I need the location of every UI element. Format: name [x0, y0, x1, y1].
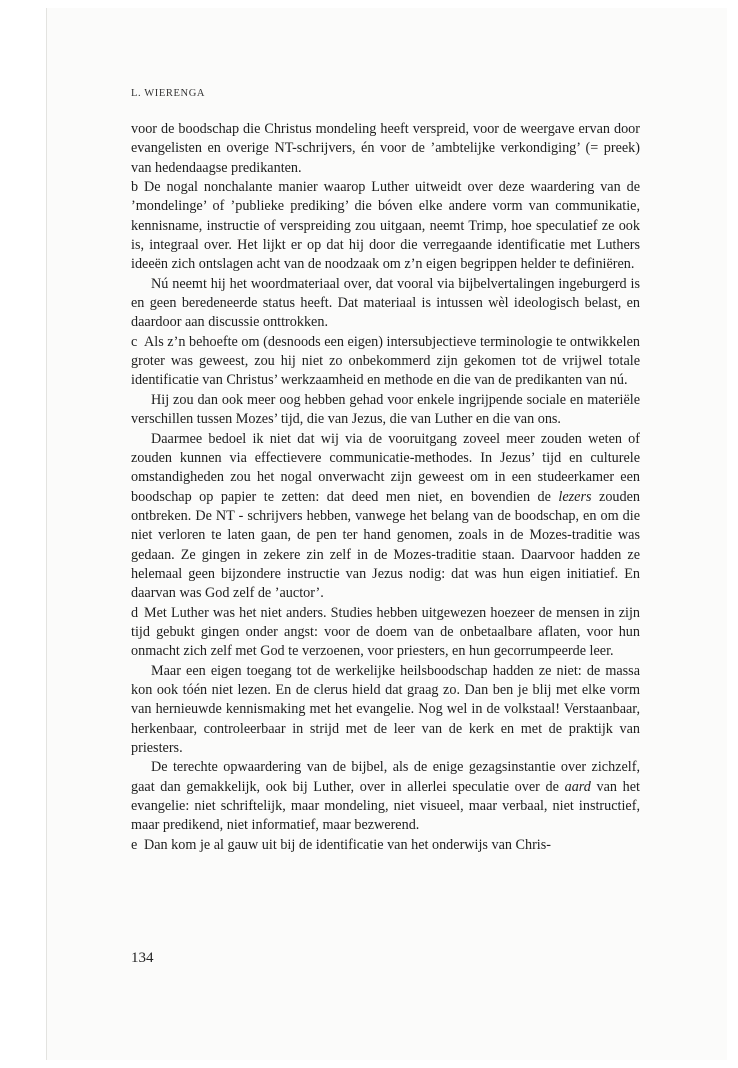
section-marker-c: c — [131, 333, 138, 350]
paragraph-c-text: Als z’n behoefte om (desnoods een eigen) intersubjectieve terminologie te ontwikkelen groter was geweest, zou hij niet zo onbekommerd zijn gekomen tot de vrijwel totale identificatie van Christus’ werkzaamheid en methode en die van de predikanten van nú. — [131, 333, 640, 389]
paragraph-daarmee-text-a: Daarmee bedoel ik niet dat wij via de vooruitgang zoveel meer zouden weten of zouden kunnen via effectievere communicatie-methodes. In Jezus’ tijd en culturele omstandigheden zou het nogal onverwacht zijn geweest om in een studeerkamer een boodschap op papier te zetten: dat deed men niet, en bovendien de — [131, 430, 640, 505]
paragraph-c — [131, 333, 640, 391]
running-head: L. WIERENGA — [131, 88, 206, 99]
paragraph-terechte-text-b: van het evangelie: niet schriftelijk, maar mondeling, niet visueel, maar verbaal, niet instructief, maar predikend, niet informatief, maar bezwerend. — [131, 778, 640, 834]
paragraph-b-text: De nogal nonchalante manier waarop Luther uitweidt over deze waardering van de ’mondelinge’ of ’publieke prediking’ die bóven elke andere vorm van communikatie, kennisname, instructie of verspreiding zou uitgaan, neemt Trimp, hoe speculatief ze ook is, integraal over. Het lijkt er op dat hij door die verregaande identificatie met Luthers ideeën zich ontslagen acht van de noodzaak om z’n eigen begrippen helder te definiëren. — [131, 179, 640, 273]
paragraph-continuation: voor de boodschap die Christus mondeling heeft verspreid, voor de weergave ervan door evangelisten en overige NT-schrijvers, én voor de ’ambtelijke verkondiging’ (= preek) van hedendaagse predikanten. — [131, 121, 640, 176]
section-marker-d: d — [131, 604, 139, 621]
paragraph-maar: Maar een eigen toegang tot de werkelijke heilsboodschap hadden ze niet: de massa kon ook tóén niet lezen. En de clerus hield dat graag zo. Dan ben je blij met elke vorm van hernieuwde kennismaking met het evangelie. Nog wel in de volkstaal! Verstaanbaar, herkenbaar, controleerbaar in strijd met de leer van de kerk en met de praktijk van priesters. — [131, 662, 640, 756]
paragraph-terechte — [131, 758, 640, 835]
paragraph-nu: Nú neemt hij het woordmateriaal over, dat vooral via bijbelvertalingen ingeburgerd is en geen beredeneerde status heeft. Dat materiaal is intussen wèl ideologisch belast, en daardoor aan discussie onttrokken. — [131, 275, 640, 331]
paragraph-b — [131, 178, 640, 275]
body-text — [131, 120, 640, 855]
section-marker-b: b — [131, 179, 139, 196]
paragraph-e — [131, 836, 640, 855]
paragraph-daarmee — [131, 430, 640, 604]
paragraph-terechte-text-a: De terechte opwaardering van de bijbel, als de enige gezagsinstantie over zichzelf, gaat dan gemakkelijk, ook bij Luther, over in allerlei speculatie over de — [131, 759, 640, 795]
page-number: 134 — [131, 950, 154, 966]
emphasis-lezers: lezers — [558, 488, 592, 505]
paragraph-hij: Hij zou dan ook meer oog hebben gehad voor enkele ingrijpende sociale en materiële verschillen tussen Mozes’ tijd, die van Jezus, die van Luther en die van ons. — [131, 391, 640, 428]
paragraph-daarmee-text-b: zouden ontbreken. De NT - schrijvers hebben, vanwege het belang van de boodschap, en om die niet verloren te laten gaan, de pen ter hand genomen, zoals in de Mozes-traditie was gedaan. Ze gingen in zekere zin zelf in de Mozes-traditie staan. Daarvoor hadden ze helemaal geen bijzondere instructie van Jezus nodig: dat was hun eigen initiatief. En daarvan was God zelf de ’auctor’. — [131, 488, 640, 602]
section-marker-e: e — [131, 836, 138, 853]
paragraph-e-text: Dan kom je al gauw uit bij de identificatie van het onderwijs van Chris- — [144, 836, 551, 853]
emphasis-aard: aard — [564, 778, 591, 795]
paragraph-d-text: Met Luther was het niet anders. Studies hebben uitgewezen hoezeer de mensen in zijn tijd gebukt gingen onder angst: voor de doem van de onbetaalbare aflaten, voor hun onmacht zich zelf met God te verzoenen, voor priesters, en hun gecorrumpeerde leer. — [131, 604, 640, 660]
paragraph-d — [131, 604, 640, 662]
